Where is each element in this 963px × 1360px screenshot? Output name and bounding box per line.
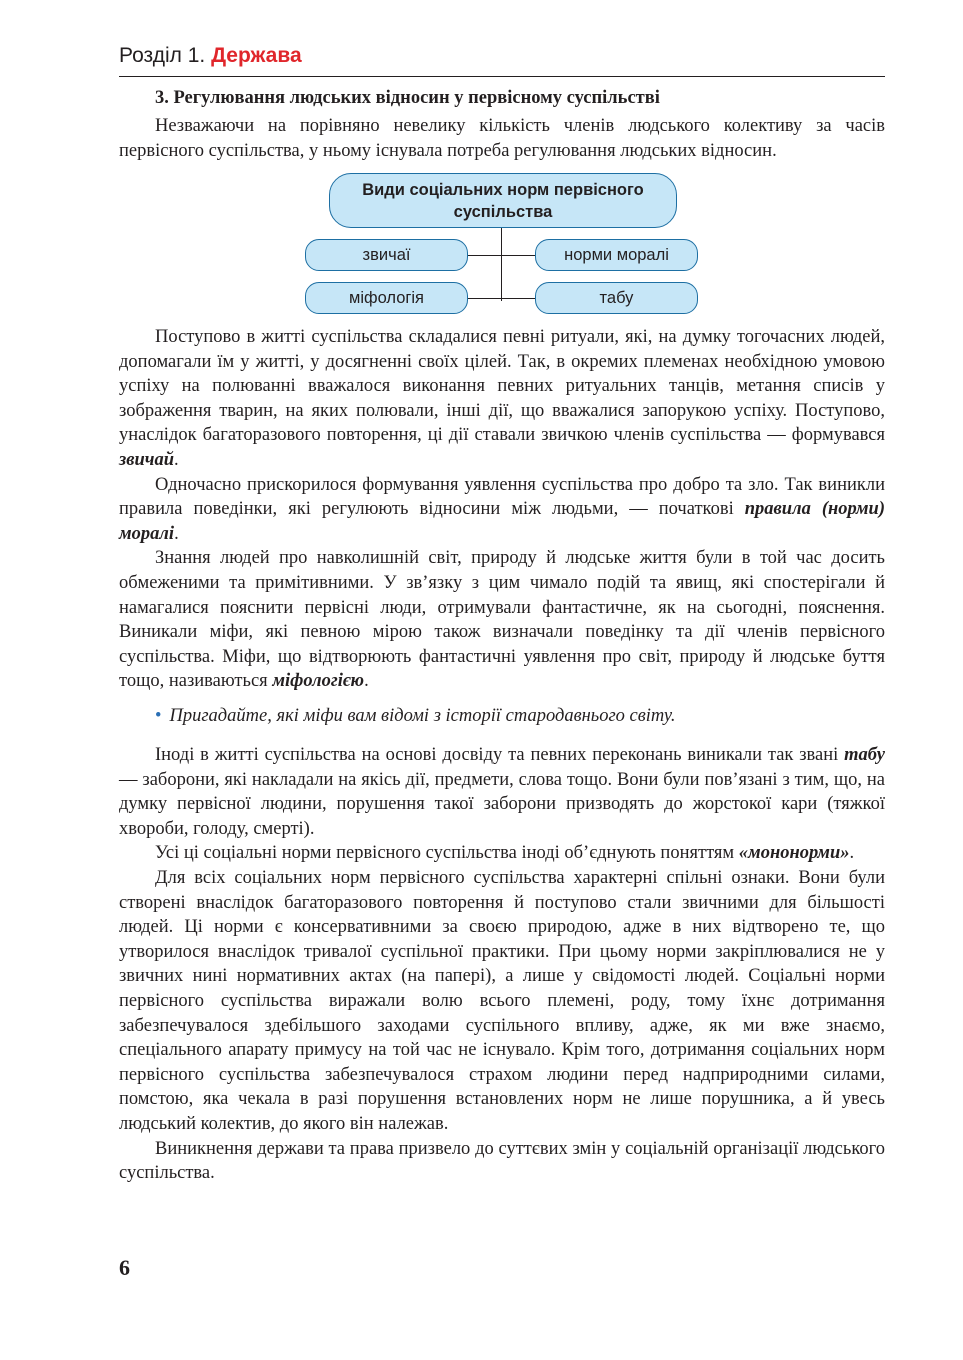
p4-pre: Іноді в житті суспільства на основі досвіду та певних переконань виникали так звані (155, 745, 845, 765)
term-taboo: табу (844, 745, 885, 765)
diagram-box-mythology: міфологія (305, 282, 468, 314)
p3-text: Знання людей про навколишній світ, природу й людське життя були в той час досить обмеженими та примітивними. У зв’язку з цим чимало подій та явищ, які спостерігали й намагалися пояснити первісні люди, отримували фантастичне, як на сьогодні, пояснення. Виникали міфи, які певною мірою також визначали поведінку та дії членів первісного суспільства. Міфи, що відтворюють фантастичні уявлення про світ, природу й людське буття тощо, називаються (119, 548, 885, 692)
section-title: Держава (211, 44, 302, 67)
page-number: 6 (119, 1255, 130, 1280)
diagram-connector-top (467, 255, 535, 256)
diagram-box-morals: норми моралі (535, 239, 698, 271)
paragraph-features: Для всіх соціальних норм первісного суспільства характерні спільні ознаки. Вони були створені внаслідок багаторазового повторення й поступово стали звичними для більшості людей. Ці норми є консервативними за своєю природою, адже в них відтворено те, що утворилося внаслідок тривалої суспільної практики. При цьому норми закріплювалися не у звичних нині нормативних актах (на папері), а лише у свідомості людей. Соціальні норми первісного суспільства виражали волю всього племені, роду, тому їхнє дотримання забезпечувалося здебільшого заходами суспільного впливу, адже, як ми вже знаємо, спеціального апарату примусу на той час не існувало. Крім того, дотримання соціальних норм первісного суспільства забезпечувалося страхом людини перед надприродними силами, помстою, яка чекала в разі порушення встановлених норм не лише порушника, а й увесь людський колектив, до якого він належав. (119, 867, 885, 1134)
intro-text: Незважаючи на порівняно невелику кількість членів людського колективу за часів первісного суспільства, у ньому існувала потреба регулювання людських відносин. (119, 116, 885, 161)
term-morals: правила (норми) моралі (119, 499, 885, 544)
p4-post: — заборони, які накладали на якісь дії, предмети, слова тощо. Вони були пов’язані з тим, що, на думку первісної людини, порушення такої заборони призводять до жорстокої кари (тяжкої хвороби, голоду, смерті). (119, 769, 885, 839)
body-block-1 (119, 325, 885, 694)
paragraph-custom: Поступово в житті суспільства складалися певні ритуали, які, на думку тогочасних людей, допомагали їм у житті, у досягненні своїх цілей. Так, в окремих племенах необхідною умовою успіху на полюванні вважалося виконання певних ритуальних танців, метання списів у зображення тварин, на яких полювали, інші дії, що вважалися запорукою успіху. Поступово, унаслідок багаторазового повторення, ці дії ставали звичкою членів суспільства — формувався звичай. (119, 327, 885, 470)
p2-text: Одночасно прискорилося формування уявлення суспільства про добро та зло. Так виникли правила поведінки, які регулюють відносини між людьми, — початкові (119, 474, 885, 520)
term-custom: звичай (119, 449, 175, 470)
running-header (119, 44, 885, 77)
p5-text: Усі ці соціальні норми первісного суспільства іноді об’єднують поняттям (155, 843, 739, 864)
body-block-2 (119, 743, 885, 1186)
paragraph-morals: Одночасно прискорилося формування уявлення суспільства про добро та зло. Так виникли правила поведінки, які регулюють відносини між людьми, — початкові правила (норми) моралі. (119, 474, 885, 544)
diagram-box-customs: звичаї (305, 239, 468, 271)
diagram-box-taboo: табу (535, 282, 698, 314)
recall-question (155, 706, 676, 727)
paragraph-mythology: Знання людей про навколишній світ, природу й людське життя були в той час досить обмеженими та примітивними. У зв’язку з цим чимало подій та явищ, які спостерігали й намагалися пояснити первісні люди, отримували фантастичне, як на сьогодні, пояснення. Виникали міфи, які певною мірою також визначали поведінку та дії членів первісного суспільства. Міфи, що відтворюють фантастичні уявлення про світ, природу й людське буття тощо, називаються міфологією. (119, 548, 885, 692)
paragraph-mononorms: Усі ці соціальні норми первісного суспільства іноді об’єднують поняттям «мононорми». (155, 843, 855, 864)
intro-paragraph (119, 114, 885, 163)
diagram-connector-vertical (501, 228, 502, 301)
diagram-main-box: Види соціальних норм первісного суспільства (329, 173, 677, 228)
section-label: Розділ 1. (119, 44, 206, 67)
p1-text: Поступово в житті суспільства складалися певні ритуали, які, на думку тогочасних людей, допомагали їм у житті, у досягненні своїх цілей. Так, в окремих племенах необхідною умовою успіху на полюванні вважалося виконання певних ритуальних танців, метання списів у зображення тварин, на яких полювали, інші дії, що вважалися запорукою успіху. Поступово, унаслідок багаторазового повторення, ці дії ставали звичкою членів суспільства — формувався (119, 327, 885, 446)
term-mythology: міфологією (272, 671, 365, 692)
paragraph-conclusion: Виникнення держави та права призвело до суттєвих змін у соціальній організації людського суспільства. (119, 1138, 885, 1184)
diagram-connector-bottom (467, 298, 535, 299)
subheading: 3. Регулювання людських відносин у первісному суспільстві (155, 88, 660, 108)
paragraph-taboo (119, 743, 885, 841)
term-mononorms: «мононорми» (738, 843, 850, 864)
recall-question-text: Пригадайте, які міфи вам відомі з історії стародавнього світу. (169, 706, 676, 726)
bullet-icon: • (155, 706, 162, 726)
